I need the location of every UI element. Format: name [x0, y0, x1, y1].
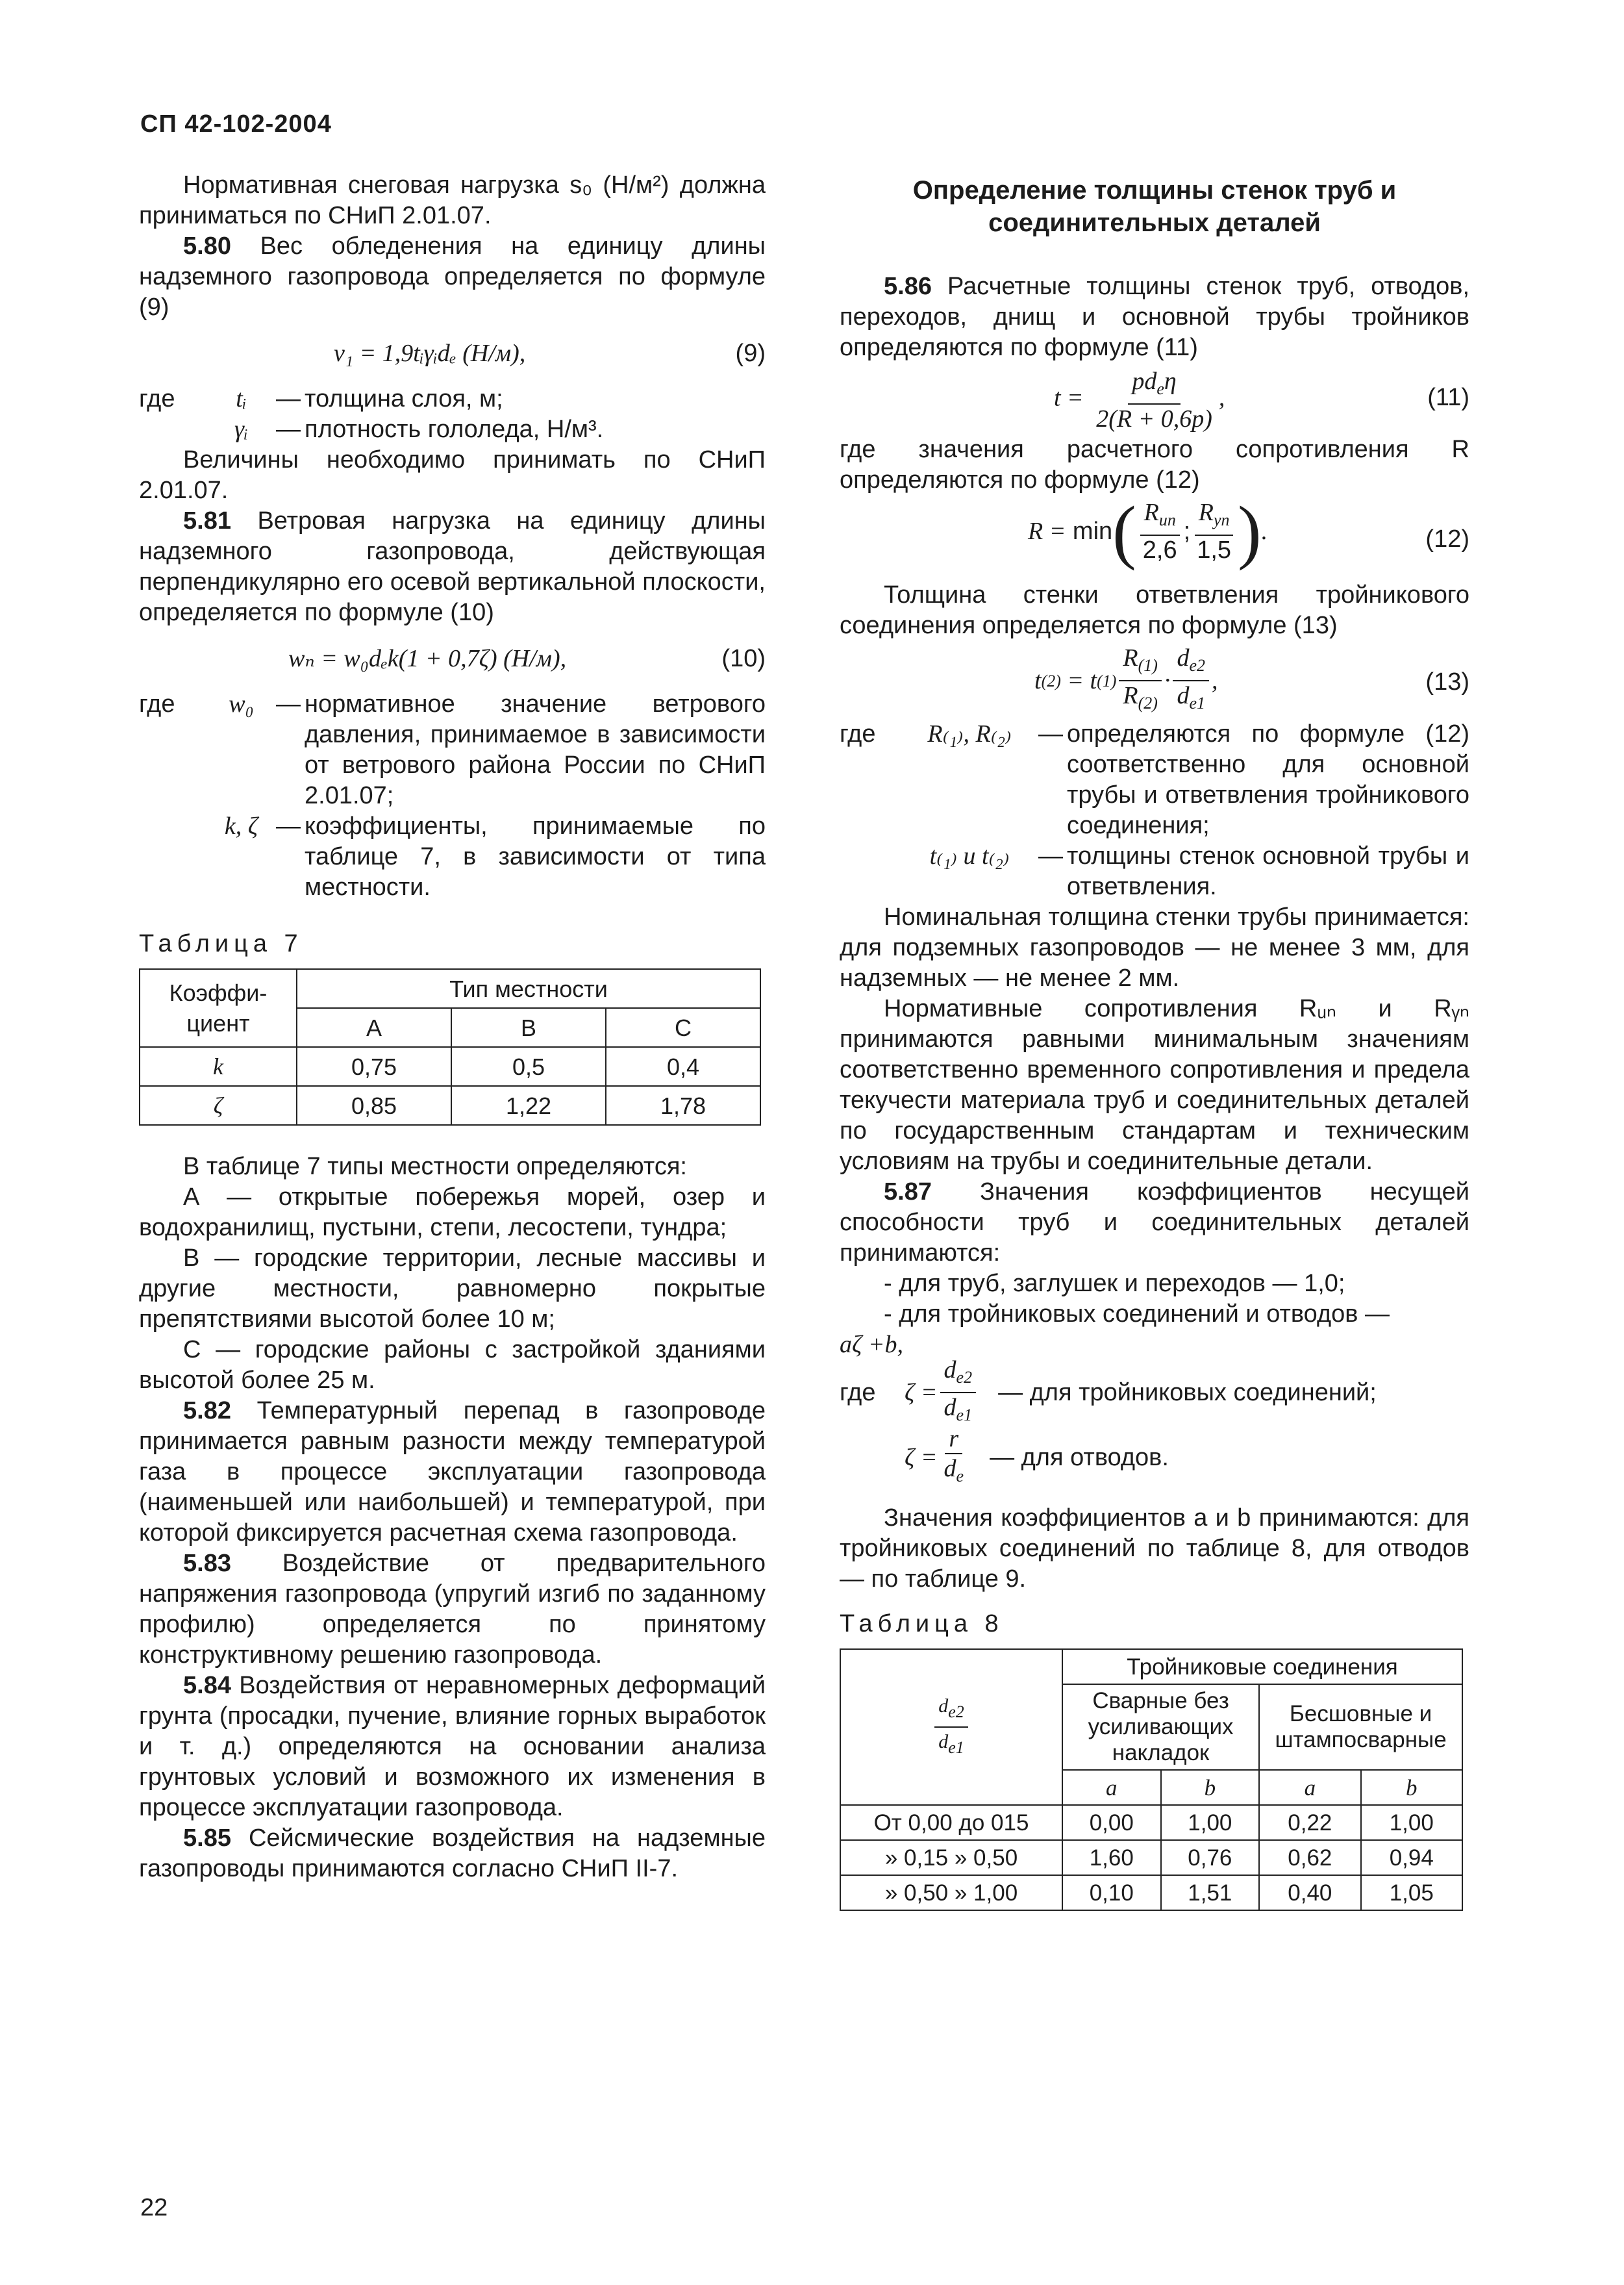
formula-11-number: (11) [1427, 384, 1469, 411]
formula-12-expr: R = min ( $\frac{R_{un}}{2,6}$ ; $\frac{R_{yn}}{1,5}$ ) . [1028, 492, 1268, 571]
paragraph-5-86: 5.86 Расчетные толщины стенок труб, отводов, переходов, днищ и основной трубы тройников определяются по формуле (11) [840, 273, 1470, 361]
formula-10-number: (10) [721, 645, 766, 672]
formula-12 [840, 492, 1469, 580]
formula-10 [139, 628, 766, 689]
definitions-9: где tᵢ — толщина слоя, м; γᵢ — плотность гололеда, Н/м³. [139, 385, 604, 443]
table-7 [139, 968, 761, 1126]
table-row: От 0,00 до 015 0,00 1,00 0,22 1,00 [840, 1805, 1462, 1840]
formula-9-expr: v₁ = 1,9tᵢγᵢdₑ (Н/м), [334, 340, 526, 367]
paragraph-values: Величины необходимо принимать по СНиП 2.01.07. [139, 446, 766, 504]
table-row: » 0,15 » 0,50 1,60 0,76 0,62 0,94 [840, 1840, 1462, 1875]
table-7-caption: Таблица 7 [139, 930, 303, 957]
paragraph-5-83: 5.83 Воздействие от предварительного напряжения газопровода (упругий изгиб по заданному профилю) определяется по принятому конструктивному решению газопровода. [139, 1550, 766, 1669]
table-8-header-group2: Бесшовные и штампосварные [1259, 1684, 1462, 1770]
formula-9 [139, 323, 766, 384]
left-column [139, 170, 766, 1884]
table-7-col: А [297, 1008, 451, 1047]
table-8-header-group1: Сварные без усиливающих накладок [1062, 1684, 1259, 1770]
table-8-caption: Таблица 8 [840, 1610, 1004, 1637]
formula-9-number: (9) [735, 340, 766, 367]
paragraph-a-zeta-b: aζ +b, [840, 1331, 904, 1358]
paragraph-nominal: Номинальная толщина стенки трубы принимается: для подземных газопроводов — не менее 3 мм, для надземных — не менее 2 мм. [840, 903, 1469, 992]
definitions-10: где w₀ — нормативное значение ветрового давления, принимаемое в зависимости от ветрового района России по СНиП 2.01.07; k, ζ — коэффициенты, принимаемые по таблице 7, в зависимости от типа местности. [139, 690, 766, 901]
paragraph-5-87: 5.87 Значения коэффициентов несущей способности труб и соединительных деталей принимаются: [840, 1178, 1469, 1267]
paragraph-coef-values: Значения коэффициентов a и b принимаются: для тройниковых соединений по таблице 8, для отводов — по таблице 9. [840, 1504, 1469, 1593]
paragraph-pipes: - для труб, заглушек и переходов — 1,0; [884, 1270, 1345, 1297]
page-number: 22 [140, 2194, 168, 2221]
definitions-13: где R₍₁₎, R₍₂₎ — определяются по формуле (12) соответственно для основной трубы и ответвления тройникового соединения; t₍₁₎ и t₍₂₎ — толщины стенок основной трубы и ответвления. [840, 720, 1469, 900]
right-column [840, 174, 1469, 1911]
table-8: $\frac{de2}{de1}$ Тройниковые соединения Сварные без усиливающих накладок Бесшовные и штампосварные a b a b От 0,00 до 015 0,00 1,00 0,22 1,00 » 0,15 » 0,50 1,60 0,76 0,62 0,94 » 0,50 » 1,00 0,10 1,51 0,40 1,05 [840, 1648, 1463, 1911]
paragraph-type-a: А — открытые побережья морей, озер и водохранилищ, пустыни, степи, лесостепи, тундра; [139, 1183, 766, 1241]
table-7-header-type: Тип местности [297, 969, 760, 1008]
paragraph-type-b: В — городские территории, лесные массивы и другие местности, равномерно покрытые препятствиями высотой более 10 м; [139, 1244, 766, 1333]
table-row: k 0,75 0,5 0,4 [140, 1047, 760, 1086]
paragraph-5-81: 5.81 Ветровая нагрузка на единицу длины надземного газопровода, действующая перпендикулярно его осевой вертикальной плоскости, определяется по формуле (10) [139, 507, 766, 626]
paragraph-5-82: 5.82 Температурный перепад в газопроводе принимается равным разности между температурой газа в процессе эксплуатации газопровода (наименьшей или наибольшей) и температурой, при которой фиксируется расчетная схема газопровода. [139, 1397, 766, 1546]
formula-13 [840, 641, 1469, 719]
table-7-header-coef: Коэффи-циент [140, 969, 297, 1047]
section-title: Определение толщины стенок труб и соединительных деталей [912, 176, 1397, 237]
table-8-header-main: Тройниковые соединения [1062, 1649, 1462, 1684]
table-7-col: С [606, 1008, 760, 1047]
formula-13-expr: t (2) = t (1) $\frac{R_{(1)}}{R_{(2)}}$ · $\frac{d_{e2}}{d_{e1}}$ , [1034, 644, 1218, 713]
paragraph-type-c: С — городские районы с застройкой зданиями высотой более 25 м. [139, 1336, 766, 1394]
paragraph-5-84: 5.84 Воздействия от неравномерных деформаций грунта (просадки, пучение, влияние горных выработок и т. д.) определяются на основании анализа грунтовых условий и возможного их изменения в процессе эксплуатации газопровода. [139, 1672, 766, 1821]
zeta-tees: где ζ = $\frac{d_{e2}}{d_{e1}}$ — для тройниковых соединений; [840, 1356, 1377, 1424]
table-8-header-ratio: $\frac{de2}{de1}$ [840, 1649, 1062, 1805]
formula-12-number: (12) [1425, 525, 1469, 553]
paragraph-types: В таблице 7 типы местности определяются: [183, 1153, 687, 1180]
paragraph-r-def: где значения расчетного сопротивления R определяются по формуле (12) [840, 436, 1469, 494]
table-7-col: В [451, 1008, 606, 1047]
table-row: » 0,50 » 1,00 0,10 1,51 0,40 1,05 [840, 1875, 1462, 1910]
table-row: ζ 0,85 1,22 1,78 [140, 1086, 760, 1125]
document-header: СП 42-102-2004 [140, 110, 332, 138]
formula-11 [840, 363, 1469, 435]
zeta-bends: ζ = $\frac{r}{d_e}$ — для отводов. [905, 1425, 1169, 1485]
paragraph-snow-load: Нормативная снеговая нагрузка s₀ (Н/м²) должна приниматься по СНиП 2.01.07. [139, 171, 766, 229]
formula-13-number: (13) [1425, 668, 1469, 696]
formula-10-expr: wₙ = w₀dₑk(1 + 0,7ζ) (Н/м), [288, 645, 567, 672]
paragraph-5-85: 5.85 Сейсмические воздействия на надземные газопроводы принимаются согласно СНиП II-7. [139, 1824, 766, 1882]
paragraph-normative: Нормативные сопротивления Rᵤₙ и Rᵧₙ принимаются равными минимальным значениям соответственно временного сопротивления и предела текучести материала труб и соединительных деталей по государственным стандартам и техническим условиям на трубы и соединительные детали. [840, 995, 1469, 1175]
formula-11-expr: t = $\frac{pd_e\eta}{2(R + 0,6p)}$ , [1054, 368, 1225, 433]
paragraph-5-80: 5.80 Вес обледенения на единицу длины надземного газопровода определяется по формуле (9) [139, 233, 766, 321]
paragraph-tees: - для тройниковых соединений и отводов — [884, 1300, 1390, 1328]
paragraph-branch: Толщина стенки ответвления тройникового соединения определяется по формуле (13) [840, 581, 1469, 639]
